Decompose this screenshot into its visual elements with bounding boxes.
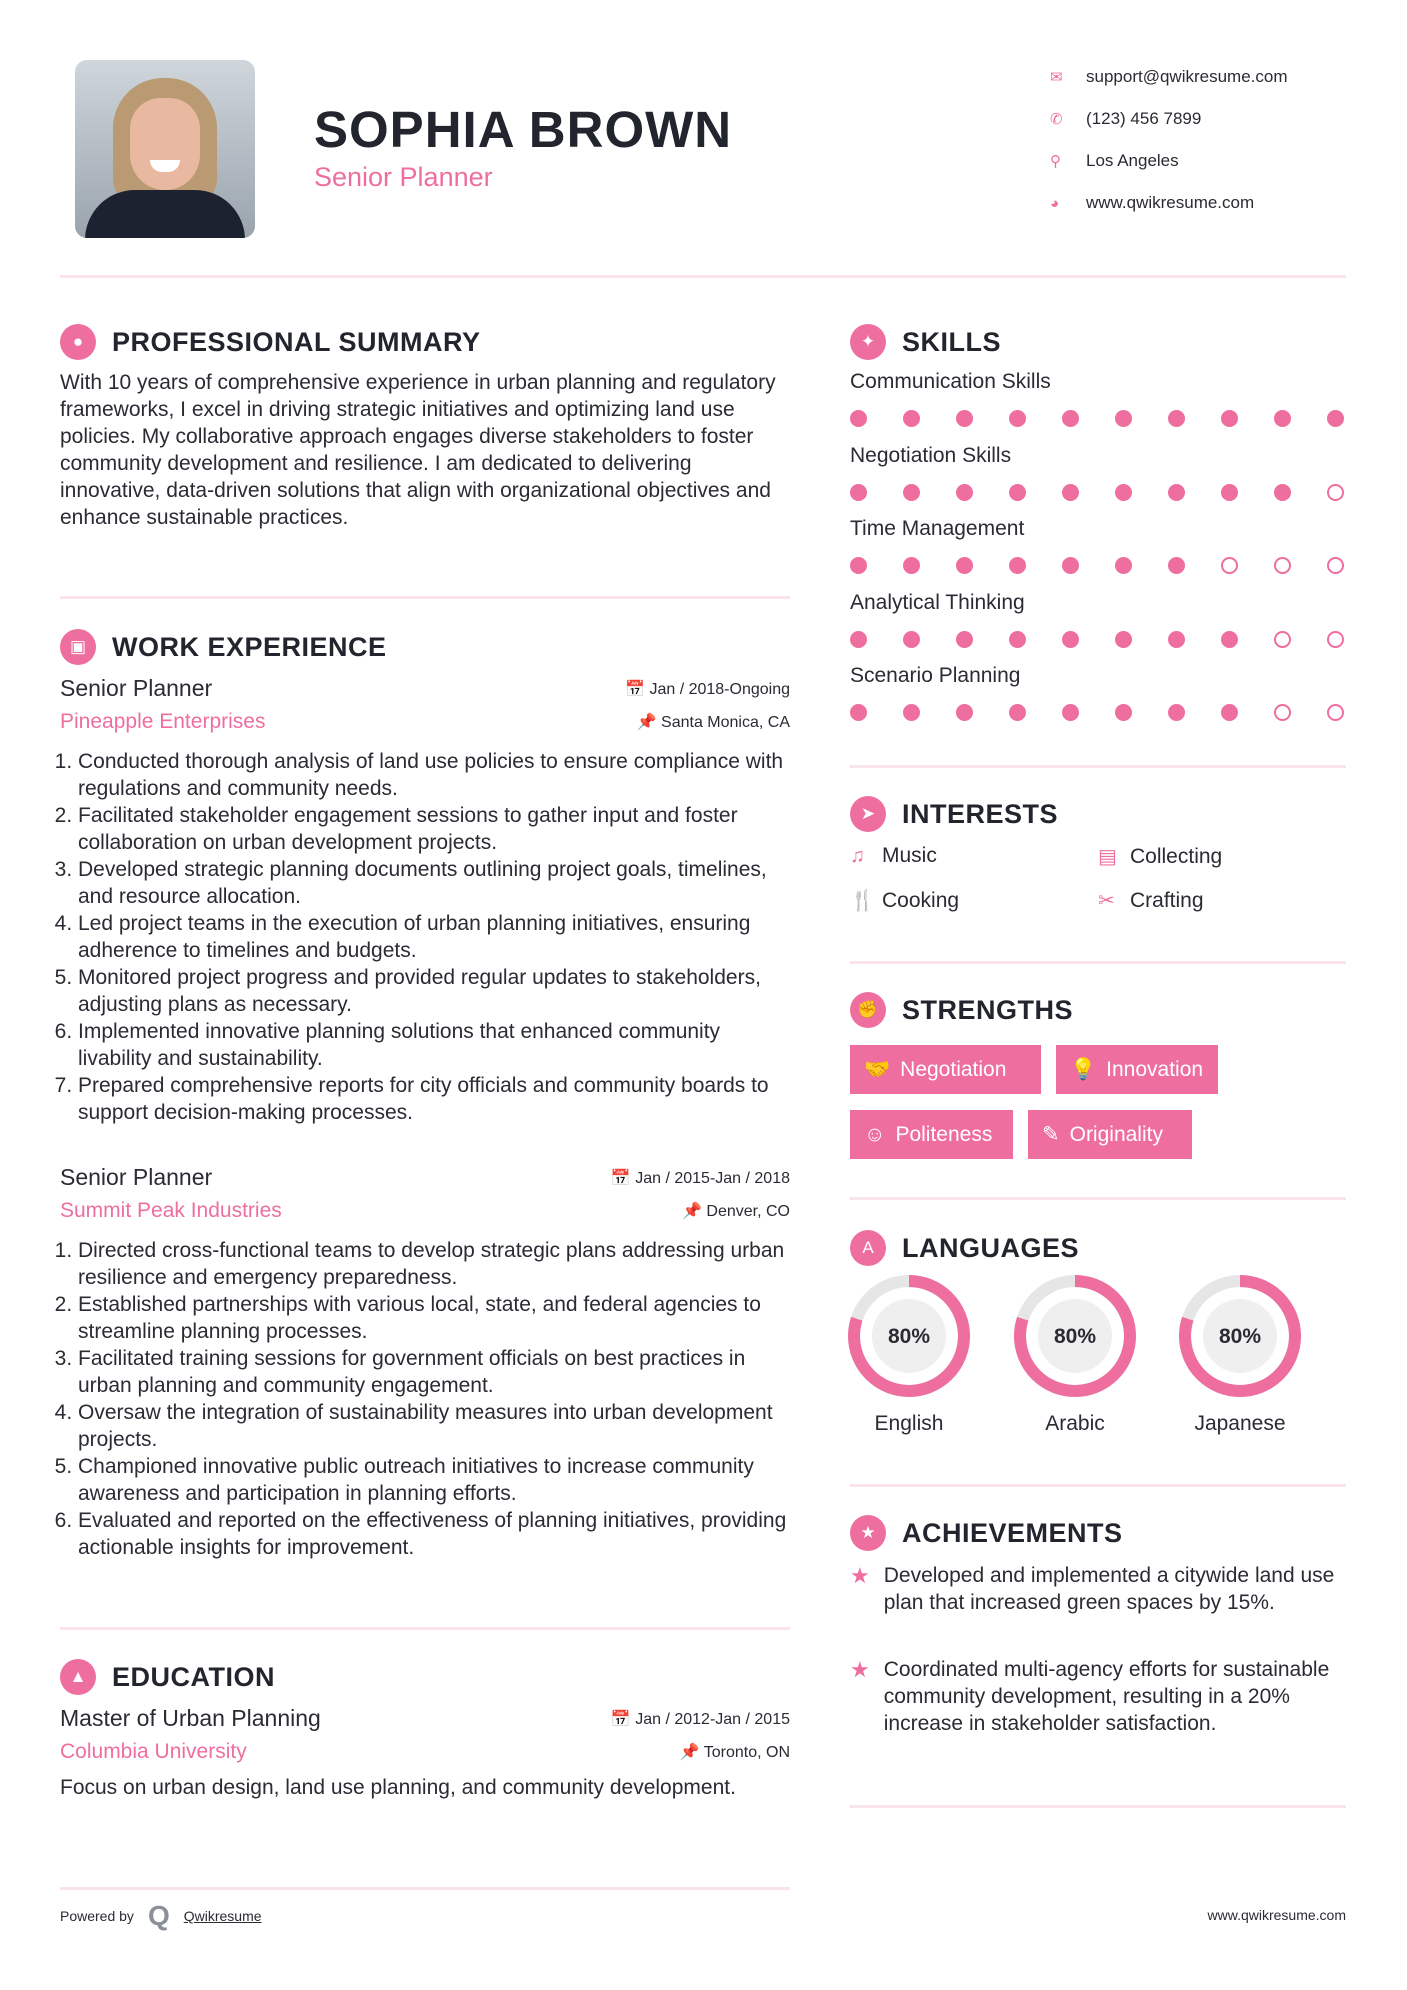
utensils-icon: 🍴 bbox=[850, 890, 875, 912]
contact-list bbox=[1050, 56, 1288, 224]
rating-dot bbox=[956, 484, 973, 501]
rating-dot bbox=[1062, 410, 1079, 427]
interest-item: ▤ Collecting bbox=[1098, 844, 1223, 868]
divider bbox=[60, 1887, 790, 1890]
interest-item: 🍴 Cooking bbox=[850, 888, 960, 912]
language-percent: 80% bbox=[887, 1325, 931, 1348]
star-icon: ★ bbox=[850, 1657, 870, 1682]
rating-dot bbox=[1115, 410, 1132, 427]
rating-dot bbox=[1168, 484, 1185, 501]
rating-dot bbox=[1115, 484, 1132, 501]
divider bbox=[60, 596, 790, 599]
rating-dot bbox=[1274, 631, 1291, 648]
phone-icon: ✆ bbox=[1050, 111, 1063, 128]
summary-heading: ● PROFESSIONAL SUMMARY bbox=[60, 324, 481, 360]
bullet-item: 7. Prepared comprehensive reports for city officials and community boards to support decision-making processes. bbox=[78, 1072, 790, 1126]
skill-rating bbox=[850, 631, 1350, 648]
strength-tag: ☺ Politeness bbox=[850, 1110, 1013, 1159]
job-entry bbox=[60, 675, 790, 1126]
qwikresume-logo-icon: Q bbox=[147, 1900, 170, 1931]
bullet-item: 2. Established partnerships with various local, state, and federal agencies to streamline planning processes. bbox=[78, 1291, 790, 1345]
fist-icon: ✊ bbox=[850, 992, 886, 1028]
rating-dot bbox=[1327, 557, 1344, 574]
language-item bbox=[1165, 1274, 1315, 1436]
rating-dot bbox=[956, 557, 973, 574]
achievement-item: ★ Developed and implemented a citywide land use plan that increased green spaces by 15%. bbox=[850, 1563, 1335, 1614]
scissors-icon: ✂ bbox=[1098, 890, 1115, 912]
divider bbox=[60, 1627, 790, 1630]
rating-dot bbox=[956, 410, 973, 427]
smile-icon: ☺ bbox=[864, 1122, 886, 1146]
education-description: Focus on urban design, land use planning, and community development. bbox=[60, 1776, 736, 1799]
rating-dot bbox=[850, 557, 867, 574]
handshake-icon: 🤝 bbox=[864, 1057, 891, 1081]
rating-dot bbox=[1062, 704, 1079, 721]
divider bbox=[850, 1805, 1346, 1808]
rating-dot bbox=[850, 484, 867, 501]
skill-item bbox=[850, 370, 1350, 444]
rating-dot bbox=[1327, 484, 1344, 501]
rating-dot bbox=[1274, 484, 1291, 501]
summary-text: With 10 years of comprehensive experience in urban planning and regulatory frameworks, I excel in driving strategic initiatives and optimizing land use policies. My collaborative approach engages diverse stakeholders to foster community development and resilience. I am dedicated to delivering innovative, data-driven solutions that align with organizational objectives and enhance sustainable practices. bbox=[60, 371, 776, 529]
contact-phone: ✆ (123) 456 7899 bbox=[1050, 109, 1202, 128]
divider bbox=[850, 1484, 1346, 1487]
job-bullets bbox=[60, 1237, 790, 1561]
rating-dot bbox=[850, 704, 867, 721]
language-name: Arabic bbox=[1045, 1412, 1105, 1435]
divider bbox=[850, 765, 1346, 768]
rating-dot bbox=[1221, 484, 1238, 501]
star-icon: ★ bbox=[850, 1563, 870, 1588]
contact-email: ✉ support@qwikresume.com bbox=[1050, 67, 1288, 86]
rating-dot bbox=[1115, 631, 1132, 648]
bullet-item: 3. Developed strategic planning documents outlining project goals, timelines, and resource allocation. bbox=[78, 856, 790, 910]
work-heading: ▣ WORK EXPERIENCE bbox=[60, 629, 387, 665]
education-heading: ▲ EDUCATION bbox=[60, 1659, 275, 1695]
briefcase-icon: ▣ bbox=[60, 629, 96, 665]
language-donut bbox=[847, 1274, 971, 1398]
paper-plane-icon: ➤ bbox=[850, 796, 886, 832]
pencil-icon: ✎ bbox=[1042, 1123, 1060, 1146]
job-location: 📌 Santa Monica, CA bbox=[636, 714, 790, 731]
language-percent: 80% bbox=[1218, 1325, 1262, 1348]
skills-heading: ✦ SKILLS bbox=[850, 324, 1001, 360]
bullet-item: 1. Directed cross-functional teams to develop strategic plans addressing urban resilience and emergency preparedness. bbox=[78, 1237, 790, 1291]
rating-dot bbox=[850, 410, 867, 427]
bullet-item: 6. Implemented innovative planning solutions that enhanced community livability and sustainability. bbox=[78, 1018, 790, 1072]
skill-rating bbox=[850, 704, 1350, 721]
job-bullets bbox=[60, 748, 790, 1126]
rating-dot bbox=[1115, 557, 1132, 574]
bullet-item: 6. Evaluated and reported on the effectiveness of planning initiatives, providing actionable insights for improvement. bbox=[78, 1507, 790, 1561]
lightbulb-icon: ✦ bbox=[850, 324, 886, 360]
rating-dot bbox=[1221, 631, 1238, 648]
rating-dot bbox=[903, 410, 920, 427]
rating-dot bbox=[1062, 484, 1079, 501]
skills-list bbox=[850, 370, 1350, 738]
school-name: Columbia University bbox=[60, 1740, 247, 1763]
qwikresume-link[interactable]: Qwikresume bbox=[183, 1908, 262, 1924]
envelope-icon: ✉ bbox=[1050, 69, 1063, 86]
rating-dot bbox=[956, 704, 973, 721]
skill-rating bbox=[850, 557, 1350, 574]
user-icon: ● bbox=[60, 324, 96, 360]
rating-dot bbox=[1221, 557, 1238, 574]
footer-website[interactable]: www.qwikresume.com bbox=[1207, 1907, 1346, 1923]
rating-dot bbox=[1168, 704, 1185, 721]
skill-item bbox=[850, 591, 1350, 665]
rating-dot bbox=[1327, 631, 1344, 648]
rating-dot bbox=[956, 631, 973, 648]
rating-dot bbox=[1009, 557, 1026, 574]
location-pin-icon: ⚲ bbox=[1050, 153, 1061, 170]
globe-icon: ◕ bbox=[1050, 194, 1060, 212]
rating-dot bbox=[1009, 704, 1026, 721]
translate-icon: A bbox=[850, 1230, 886, 1266]
rating-dot bbox=[1168, 631, 1185, 648]
profile-photo bbox=[75, 60, 255, 238]
contact-website: ◕ www.qwikresume.com bbox=[1050, 193, 1255, 212]
achievements-heading: ★ ACHIEVEMENTS bbox=[850, 1515, 1123, 1551]
skill-rating bbox=[850, 484, 1350, 501]
bullet-item: 4. Oversaw the integration of sustainability measures into urban development projects. bbox=[78, 1399, 790, 1453]
company-name: Summit Peak Industries bbox=[60, 1199, 282, 1222]
footer-powered: Powered by Q Qwikresume bbox=[60, 1900, 262, 1931]
skill-name: Scenario Planning bbox=[850, 664, 1021, 687]
interest-item: ♫ Music bbox=[850, 844, 937, 867]
skill-name: Analytical Thinking bbox=[850, 590, 1025, 614]
languages-heading: A LANGUAGES bbox=[850, 1230, 1079, 1266]
graduation-icon: ▲ bbox=[60, 1659, 96, 1695]
rating-dot bbox=[1062, 631, 1079, 648]
rating-dot bbox=[1168, 557, 1185, 574]
rating-dot bbox=[903, 704, 920, 721]
skill-item bbox=[850, 444, 1350, 518]
bullet-item: 5. Championed innovative public outreach initiatives to increase community awareness and participation in planning efforts. bbox=[78, 1453, 790, 1507]
lightbulb-icon: 💡 bbox=[1070, 1057, 1097, 1081]
language-name: Japanese bbox=[1194, 1412, 1286, 1435]
skill-name: Time Management bbox=[850, 517, 1025, 540]
skill-name: Communication Skills bbox=[850, 370, 1051, 393]
bullet-item: 1. Conducted thorough analysis of land use policies to ensure compliance with regulations and community needs. bbox=[78, 748, 790, 802]
rating-dot bbox=[1009, 484, 1026, 501]
education-entry: Master of Urban Planning 📅 Jan / 2012-Jan / 2015 Columbia University 📌 Toronto, ON Focus on urban design, land use planning, and community development. bbox=[60, 1705, 790, 1799]
rating-dot bbox=[1221, 410, 1238, 427]
rating-dot bbox=[1327, 410, 1344, 427]
bullet-item: 3. Facilitated training sessions for government officials on best practices in urban planning and community engagement. bbox=[78, 1345, 790, 1399]
bullet-item: 5. Monitored project progress and provided regular updates to stakeholders, adjusting plans as necessary. bbox=[78, 964, 790, 1018]
rating-dot bbox=[1115, 704, 1132, 721]
rating-dot bbox=[1274, 557, 1291, 574]
skill-rating bbox=[850, 410, 1350, 427]
job-entry bbox=[60, 1164, 790, 1561]
language-item bbox=[1000, 1274, 1150, 1436]
language-name: English bbox=[874, 1412, 944, 1435]
header-divider bbox=[60, 275, 1346, 278]
rating-dot bbox=[903, 557, 920, 574]
language-percent: 80% bbox=[1053, 1325, 1097, 1348]
divider bbox=[850, 1197, 1346, 1200]
archive-box-icon: ▤ bbox=[1098, 846, 1117, 868]
rating-dot bbox=[1221, 704, 1238, 721]
divider bbox=[850, 961, 1346, 964]
music-icon: ♫ bbox=[850, 844, 865, 867]
interests-heading: ➤ INTERESTS bbox=[850, 796, 1058, 832]
language-donut bbox=[1178, 1274, 1302, 1398]
bullet-item: 2. Facilitated stakeholder engagement sessions to gather input and foster collaboration on urban development projects. bbox=[78, 802, 790, 856]
rating-dot bbox=[1062, 557, 1079, 574]
rating-dot bbox=[1274, 704, 1291, 721]
candidate-name: SOPHIA BROWN bbox=[314, 101, 733, 158]
strengths-heading: ✊ STRENGTHS bbox=[850, 992, 1073, 1028]
job-title: Senior Planner bbox=[60, 1164, 213, 1190]
rating-dot bbox=[1327, 704, 1344, 721]
rating-dot bbox=[1168, 410, 1185, 427]
star-icon: ★ bbox=[850, 1515, 886, 1551]
bullet-item: 4. Led project teams in the execution of urban planning initiatives, ensuring adherence to timelines and budgets. bbox=[78, 910, 790, 964]
strength-tag: 💡 Innovation bbox=[1056, 1045, 1218, 1094]
skill-name: Negotiation Skills bbox=[850, 443, 1012, 467]
rating-dot bbox=[903, 484, 920, 501]
rating-dot bbox=[1009, 410, 1026, 427]
skill-item bbox=[850, 664, 1350, 738]
contact-location: ⚲ Los Angeles bbox=[1050, 151, 1179, 170]
language-donut bbox=[1013, 1274, 1137, 1398]
skill-item bbox=[850, 517, 1350, 591]
job-title: Senior Planner bbox=[60, 675, 213, 701]
language-item bbox=[834, 1274, 984, 1436]
strength-tag: ✎ Originality bbox=[1028, 1110, 1192, 1159]
rating-dot bbox=[1009, 631, 1026, 648]
job-location: 📌 Denver, CO bbox=[682, 1203, 790, 1220]
candidate-title: Senior Planner bbox=[314, 162, 493, 192]
degree: Master of Urban Planning bbox=[60, 1705, 321, 1731]
strength-tag: 🤝 Negotiation bbox=[850, 1045, 1041, 1094]
job-dates: 📅 Jan / 2015-Jan / 2018 bbox=[610, 1169, 790, 1187]
rating-dot bbox=[903, 631, 920, 648]
company-name: Pineapple Enterprises bbox=[60, 710, 266, 733]
rating-dot bbox=[1274, 410, 1291, 427]
job-dates: 📅 Jan / 2018-Ongoing bbox=[625, 680, 790, 698]
interest-item: ✂ Crafting bbox=[1098, 888, 1204, 912]
rating-dot bbox=[850, 631, 867, 648]
achievement-item: ★ Coordinated multi-agency efforts for sustainable community development, resulting in a 20% increase in stakeholder satisfaction. bbox=[850, 1657, 1330, 1735]
